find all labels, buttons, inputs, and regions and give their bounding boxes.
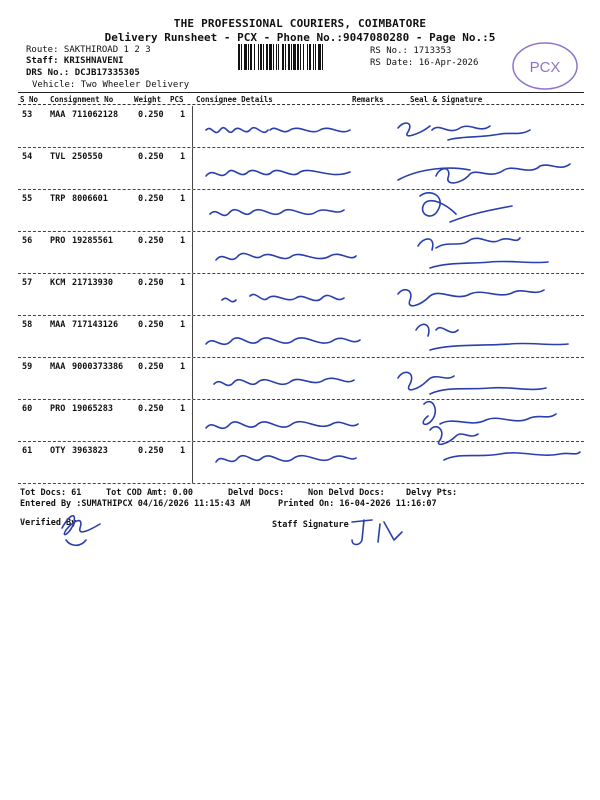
- total-docs: Tot Docs: 61: [20, 488, 82, 498]
- row-pcs: 1: [180, 446, 186, 456]
- barcode-bar: [273, 44, 274, 70]
- total-cod-amount: Tot COD Amt: 0.00: [106, 488, 193, 498]
- pcx-stamp: [510, 40, 580, 92]
- barcode-bar: [307, 44, 308, 70]
- row-weight: 0.250: [138, 236, 164, 246]
- non-delivered-docs: Non Delvd Docs:: [308, 488, 385, 498]
- barcode-bar: [293, 44, 296, 70]
- barcode-bar: [254, 44, 255, 70]
- row-pcs: 1: [180, 152, 186, 162]
- stamp-text: PCX: [529, 59, 561, 76]
- consignee-handwritten-name: [206, 128, 350, 133]
- runsheet-subtitle: Delivery Runsheet - PCX - Phone No.:9047080280 - Page No.:5: [104, 31, 496, 44]
- row-pcs: 1: [180, 110, 186, 120]
- row-sno: 58: [22, 320, 33, 330]
- consignee-handwritten-name: [214, 378, 354, 385]
- row-origin-code: MAA: [50, 110, 66, 120]
- row-sno: 59: [22, 362, 33, 372]
- row-sno: 55: [22, 194, 33, 204]
- table-row: [0, 358, 600, 400]
- barcode-bar: [248, 44, 249, 70]
- barcode-bar: [303, 44, 304, 70]
- barcode-bar: [278, 44, 279, 70]
- row-consignment-number: 8006601: [72, 194, 108, 204]
- row-pcs: 1: [180, 362, 186, 372]
- row-consignment-number: 250550: [72, 152, 103, 162]
- table-row: [0, 442, 600, 484]
- barcode-bar: [318, 44, 321, 70]
- barcode-bar: [263, 44, 264, 70]
- row-handwriting: [0, 106, 600, 148]
- row-sno: 57: [22, 278, 33, 288]
- barcode-bar: [297, 44, 299, 70]
- consignee-handwritten-name: [210, 210, 344, 216]
- table-row: [0, 400, 600, 442]
- receiver-signature: [416, 324, 568, 350]
- entered-by: Entered By :SUMATHIPCX 04/16/2026 11:15:43 AM: [20, 499, 251, 509]
- row-origin-code: MAA: [50, 362, 66, 372]
- company-title: THE PROFESSIONAL COURIERS, COIMBATORE: [173, 17, 427, 30]
- barcode-bar: [260, 44, 262, 70]
- consignee-handwritten-name: [206, 338, 360, 344]
- barcode-bar: [258, 44, 259, 70]
- table-row: [0, 190, 600, 232]
- row-consignment-number: 21713930: [72, 278, 113, 288]
- consignee-handwritten-name: [206, 170, 350, 176]
- receiver-signature: [418, 238, 548, 268]
- delivery-points: Delvy Pts:: [406, 488, 458, 498]
- row-weight: 0.250: [138, 404, 164, 414]
- row-handwriting: [0, 400, 600, 442]
- barcode-bar: [238, 44, 240, 70]
- row-sno: 56: [22, 236, 33, 246]
- table-row: [0, 232, 600, 274]
- row-origin-code: PRO: [50, 236, 66, 246]
- col-seal-signature: Seal & Signature: [410, 95, 483, 104]
- row-pcs: 1: [180, 236, 186, 246]
- header-rule-bottom: [18, 104, 584, 105]
- barcode-bar: [309, 44, 311, 70]
- col-weight: Weight: [134, 95, 162, 104]
- table-row: [0, 274, 600, 316]
- receiver-signature: [423, 402, 556, 425]
- barcode-bar: [315, 44, 316, 70]
- col-remarks: Remarks: [352, 95, 384, 104]
- row-weight: 0.250: [138, 446, 164, 456]
- row-pcs: 1: [180, 194, 186, 204]
- vehicle-label: Vehicle: Two Wheeler Delivery: [32, 80, 190, 90]
- barcode-bar: [250, 44, 252, 70]
- barcode-bar: [241, 44, 242, 70]
- col-consignee: Consignee Details: [196, 95, 273, 104]
- row-consignment-number: 711062128: [72, 110, 119, 120]
- barcode-bar: [244, 44, 247, 70]
- row-consignment-number: 19285561: [72, 236, 113, 246]
- barcode-bar: [266, 44, 268, 70]
- row-weight: 0.250: [138, 362, 164, 372]
- row-consignment-number: 9000373386: [72, 362, 124, 372]
- barcode-bar: [282, 44, 284, 70]
- row-origin-code: MAA: [50, 320, 66, 330]
- col-pcs: PCS: [170, 95, 184, 104]
- verified-by-label: Verified By: [20, 518, 77, 528]
- receiver-signature: [398, 372, 546, 394]
- row-consignment-number: 19065283: [72, 404, 113, 414]
- receiver-signature: [420, 193, 512, 222]
- row-handwriting: [0, 316, 600, 358]
- row-weight: 0.250: [138, 278, 164, 288]
- row-pcs: 1: [180, 320, 186, 330]
- receiver-signature: [398, 290, 544, 306]
- row-handwriting: [0, 232, 600, 274]
- consignee-handwritten-name: [216, 253, 356, 260]
- route-label: Route: SAKTHIROAD 1 2 3: [26, 45, 151, 55]
- row-origin-code: KCM: [50, 278, 66, 288]
- rs-date: RS Date: 16-Apr-2026: [370, 58, 479, 68]
- receiver-signature: [398, 123, 530, 140]
- row-handwriting: [0, 274, 600, 316]
- row-weight: 0.250: [138, 110, 164, 120]
- rs-number: RS No.: 1713353: [370, 46, 452, 56]
- row-origin-code: TRP: [50, 194, 66, 204]
- table-row: [0, 106, 600, 148]
- staff-label: Staff: KRISHNAVENI: [26, 56, 124, 66]
- row-sno: 61: [22, 446, 33, 456]
- row-handwriting: [0, 190, 600, 232]
- table-row: [0, 316, 600, 358]
- row-consignment-number: 3963823: [72, 446, 108, 456]
- barcode-bar: [322, 44, 323, 70]
- drs-number: DRS No.: DCJB17335305: [26, 68, 140, 78]
- row-handwriting: [0, 442, 600, 484]
- row-consignment-number: 717143126: [72, 320, 119, 330]
- barcode-bar: [288, 44, 290, 70]
- row-origin-code: PRO: [50, 404, 66, 414]
- barcode-bar: [285, 44, 286, 70]
- consignee-handwritten-name: [222, 294, 344, 301]
- row-handwriting: [0, 358, 600, 400]
- row-sno: 54: [22, 152, 33, 162]
- delivered-docs: Delvd Docs:: [228, 488, 285, 498]
- staff-signature-label: Staff Signature: [272, 520, 349, 530]
- table-row: [0, 148, 600, 190]
- row-weight: 0.250: [138, 152, 164, 162]
- row-origin-code: OTY: [50, 446, 66, 456]
- col-consignment: Consignment No: [50, 95, 114, 104]
- barcode-image: [238, 44, 366, 70]
- row-weight: 0.250: [138, 194, 164, 204]
- row-weight: 0.250: [138, 320, 164, 330]
- row-origin-code: TVL: [50, 152, 66, 162]
- printed-on: Printed On: 16-04-2026 11:16:07: [278, 499, 437, 509]
- receiver-signature: [398, 164, 570, 183]
- row-handwriting: [0, 148, 600, 190]
- barcode-bar: [291, 44, 292, 70]
- row-pcs: 1: [180, 404, 186, 414]
- row-pcs: 1: [180, 278, 186, 288]
- consignee-handwritten-name: [216, 456, 356, 462]
- barcode-bar: [269, 44, 272, 70]
- barcode-bar: [313, 44, 314, 70]
- barcode-bar: [300, 44, 301, 70]
- barcode-bar: [276, 44, 277, 70]
- consignee-handwritten-name: [206, 422, 358, 429]
- row-sno: 53: [22, 110, 33, 120]
- header-rule-top: [18, 92, 584, 93]
- staff-signature-mark: [352, 520, 402, 545]
- col-sno: S No: [20, 95, 39, 104]
- row-sno: 60: [22, 404, 33, 414]
